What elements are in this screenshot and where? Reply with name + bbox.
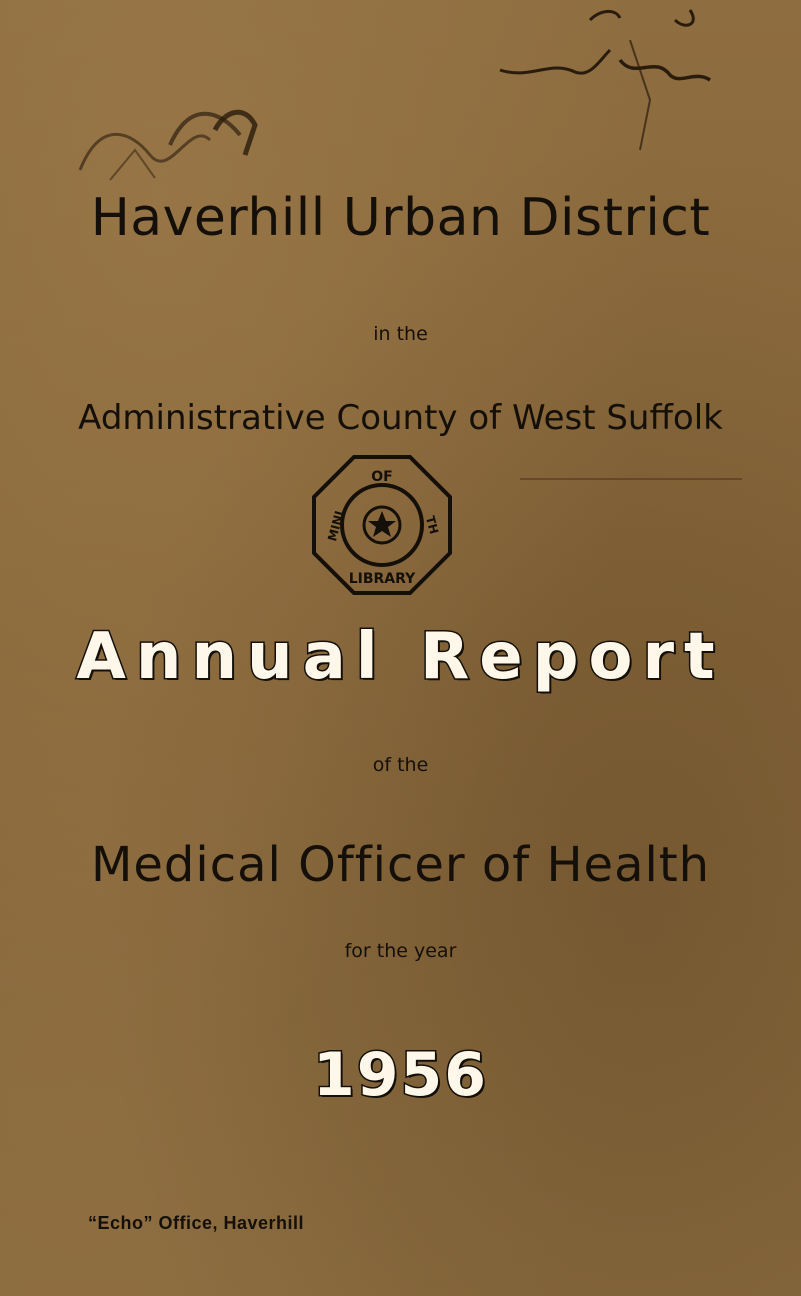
district-title: Haverhill Urban District [90,188,711,248]
in-the-text: in the [373,323,428,345]
annual-report-title: Annual Report [76,620,725,694]
medical-officer-title: Medical Officer of Health [90,837,711,893]
handwritten-signature [490,0,720,160]
stamp-text-top: OF [371,469,393,485]
stamp-text-bottom: LIBRARY [348,571,416,587]
for-the-year-text: for the year [344,940,457,962]
stamp-text-left: MINI [325,509,347,543]
handwritten-annotation-left [40,60,290,190]
report-year: 1956 [313,1040,488,1110]
stamp-text-right: TH [422,514,442,536]
of-the-text: of the [372,754,429,776]
printer-imprint: “Echo” Office, Haverhill [88,1213,305,1233]
library-stamp [310,453,454,597]
county-title: Administrative County of West Suffolk [78,398,723,438]
divider-line [520,478,742,480]
